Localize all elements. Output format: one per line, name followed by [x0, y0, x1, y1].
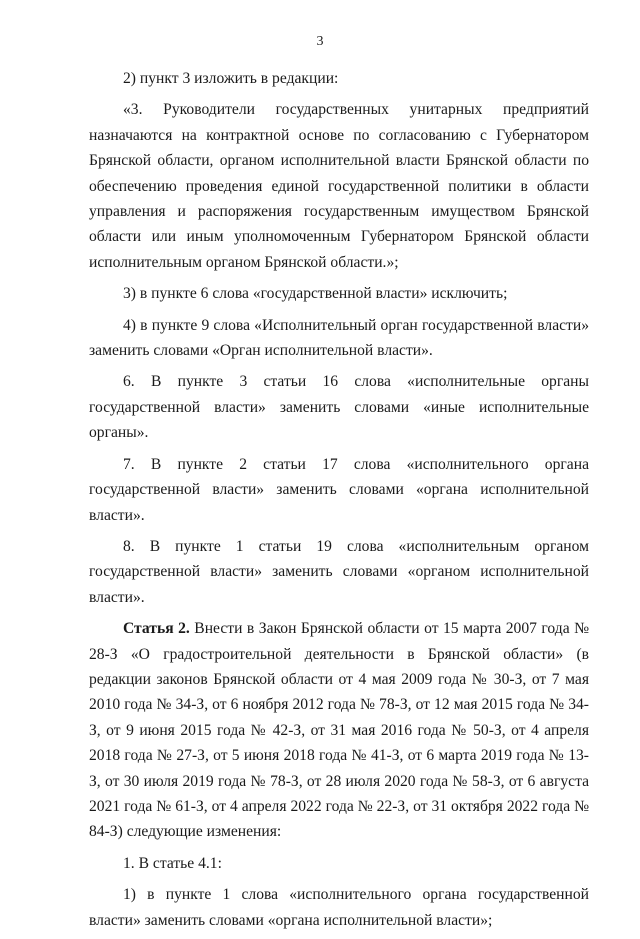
article-2-heading: Статья 2. — [123, 620, 190, 638]
paragraph-item-3: 3) в пункте 6 слова «государственной власти» исключить; — [123, 285, 508, 303]
article-2-text: Внести в Закон Брянской области от 15 марта 2007 года № 28-З «О градостроительной деятельности в Брянской области» (в редакции законов Брянской области от 4 мая 2009 года № 30-З, от 7 мая 2010 года № 34-З, от 6 ноября 2012 года № 78-З, от 12 мая 2015 года № 34-З, от 9 июня 2015 года № 42-З, от 31 мая 2016 года № 50-З, от 4 апреля 2018 года № 27-З, от 5 июня 2018 года № 41-З, от 6 марта 2019 года № 13-З, от 30 июля 2019 года № 78-З, от 28 июля 2020 года № 58-З, от 6 августа 2021 года № 61-З, от 4 апреля 2022 года № 22-З, от 31 октября 2022 года № 84-З) следующие изменения: — [89, 620, 589, 841]
paragraph-item-1: 1) в пункте 1 слова «исполнительного органа государственной власти» заменить словами «органа исполнительной власти»; — [89, 886, 589, 929]
paragraph-section-7: 7. В пункте 2 статьи 17 слова «исполнительного органа государственной власти» заменить словами «органа исполнительной власти». — [89, 455, 589, 524]
document-body — [89, 66, 589, 939]
paragraph-item-2: 2) пункт 3 изложить в редакции: — [123, 70, 339, 87]
page-number: 3 — [316, 34, 324, 49]
paragraph-section-8: 8. В пункте 1 статьи 19 слова «исполнительным органом государственной власти» заменить словами «органом исполнительной власти». — [89, 537, 589, 606]
paragraph-quoted-point-3: «3. Руководители государственных унитарных предприятий назначаются на контрактной основе по согласованию с Губернатором Брянской области, органом исполнительной власти Брянской области по обеспечению проведения единой государственной политики в области управления и распоряжения государственным имуществом Брянской области или иным уполномоченным Губернатором Брянской области исполнительным органом Брянской области.»; — [89, 101, 589, 271]
paragraph-item-4: 4) в пункте 9 слова «Исполнительный орган государственной власти» заменить словами «Орган исполнительной власти». — [89, 316, 589, 360]
paragraph-section-6: 6. В пункте 3 статьи 16 слова «исполнительные органы государственной власти» заменить словами «иные исполнительные органы». — [89, 373, 589, 442]
paragraph-article-2 — [89, 616, 589, 845]
paragraph-article-4-1: 1. В статье 4.1: — [123, 854, 222, 872]
